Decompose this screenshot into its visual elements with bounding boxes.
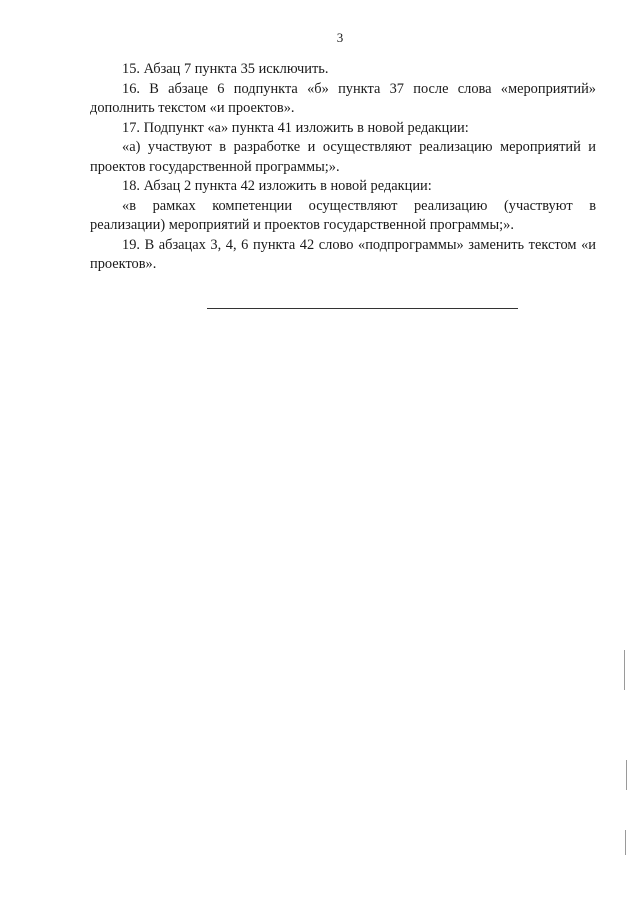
paragraph-17-quote: «а) участвуют в разработке и осуществляют реализацию мероприятий и проектов государственной программы;». [90, 139, 596, 175]
scan-artifact [626, 760, 627, 790]
paragraph-15: 15. Абзац 7 пункта 35 исключить. [122, 61, 329, 77]
document-body [90, 60, 596, 275]
paragraph-18-quote: «в рамках компетенции осуществляют реализацию (участвуют в реализации) мероприятий и проектов государственной программы;». [90, 197, 596, 233]
scan-artifact [625, 830, 626, 855]
end-separator-line [207, 308, 518, 309]
paragraph-17: 17. Подпункт «а» пункта 41 изложить в новой редакции: [122, 119, 469, 136]
paragraph-16: 16. В абзаце 6 подпункта «б» пункта 37 после слова «мероприятий» дополнить текстом «и проектов». [90, 80, 596, 116]
paragraph-18: 18. Абзац 2 пункта 42 изложить в новой редакции: [122, 178, 432, 194]
page-number: 3 [336, 30, 344, 45]
scan-artifact [624, 650, 625, 690]
paragraph-19: 19. В абзацах 3, 4, 6 пункта 42 слово «подпрограммы» заменить текстом «и проектов». [90, 236, 596, 272]
